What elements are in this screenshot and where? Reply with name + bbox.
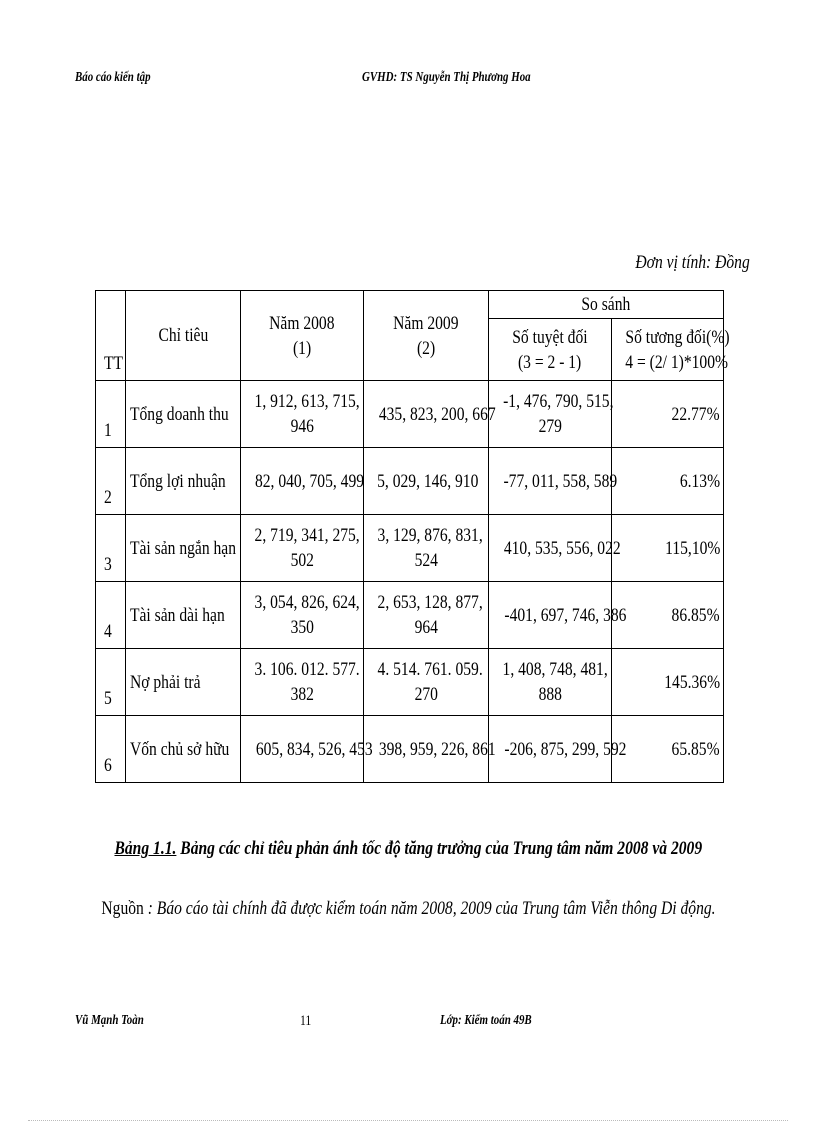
header-row-top [96,291,724,319]
value-absolute: -401, 697, 746, 386 [489,582,612,649]
caption-text: Bảng các chỉ tiêu phản ánh tốc độ tăng trưởng của Trung tâm năm 2008 và 2009 [176,838,702,859]
row-label: Nợ phải trả [126,649,241,716]
value-2008: 2, 719, 341, 275, 502 [241,515,364,582]
value-2009: 5, 029, 146, 910 [364,448,489,515]
header-so-tuyet-doi: Số tuyệt đối (3 = 2 - 1) [489,319,612,381]
value-2008: 605, 834, 526, 453 [241,716,364,783]
row-number: 2 [96,448,126,515]
value-relative: 65.85% [612,716,724,783]
value-relative: 115,10% [612,515,724,582]
row-label: Tài sản ngắn hạn [126,515,241,582]
value-2009: 398, 959, 226, 861 [364,716,489,783]
row-number: 5 [96,649,126,716]
value-2008: 3. 106. 012. 577. 382 [241,649,364,716]
value-relative: 6.13% [612,448,724,515]
header-so-sanh: So sánh [489,291,724,319]
page-bottom-rule [28,1120,788,1121]
header-so-tuong-doi: Số tương đối(%) 4 = (2/ 1)*100% [612,319,724,381]
table-row [96,448,724,515]
footer-class: Lớp: Kiểm toán 49B [440,1013,532,1028]
row-label: Tổng doanh thu [126,381,241,448]
value-2009: 4. 514. 761. 059. 270 [364,649,489,716]
header-nam-2008: Năm 2008 (1) [241,291,364,381]
value-relative: 86.85% [612,582,724,649]
table-row [96,716,724,783]
footer-page-number: 11 [300,1013,312,1029]
table-row [96,515,724,582]
value-relative: 145.36% [612,649,724,716]
value-2009: 435, 823, 200, 667 [364,381,489,448]
table-row [96,649,724,716]
row-number: 1 [96,381,126,448]
value-2009: 2, 653, 128, 877, 964 [364,582,489,649]
header-chi-tieu: Chỉ tiêu [126,291,241,381]
table-row [96,381,724,448]
row-label: Vốn chủ sở hữu [126,716,241,783]
source-note [0,898,816,920]
value-2009: 3, 129, 876, 831, 524 [364,515,489,582]
header-nam-2009: Năm 2009 (2) [364,291,489,381]
footer-author: Vũ Mạnh Toàn [75,1013,144,1028]
row-label: Tổng lợi nhuận [126,448,241,515]
value-absolute: -206, 875, 299, 592 [489,716,612,783]
header-left: Báo cáo kiến tập [75,70,151,85]
value-absolute: -1, 476, 790, 515, 279 [489,381,612,448]
unit-note: Đơn vị tính: Đồng [635,252,750,273]
row-label: Tài sản dài hạn [126,582,241,649]
table-row [96,582,724,649]
source-label: Nguồn [100,898,144,919]
growth-table [95,290,730,783]
value-absolute: -77, 011, 558, 589 [489,448,612,515]
value-relative: 22.77% [612,381,724,448]
header-tt: TT [96,291,126,381]
row-number: 4 [96,582,126,649]
row-number: 6 [96,716,126,783]
value-absolute: 1, 408, 748, 481, 888 [489,649,612,716]
header-right: GVHD: TS Nguyễn Thị Phương Hoa [362,70,531,85]
row-number: 3 [96,515,126,582]
value-absolute: 410, 535, 556, 022 [489,515,612,582]
table-caption [0,838,816,860]
caption-label: Bảng 1.1. [114,838,177,859]
value-2008: 82, 040, 705, 499 [241,448,364,515]
value-2008: 3, 054, 826, 624, 350 [241,582,364,649]
value-2008: 1, 912, 613, 715, 946 [241,381,364,448]
source-text: : Báo cáo tài chính đã được kiểm toán năm 2008, 2009 của Trung tâm Viễn thông Di động. [143,898,716,919]
